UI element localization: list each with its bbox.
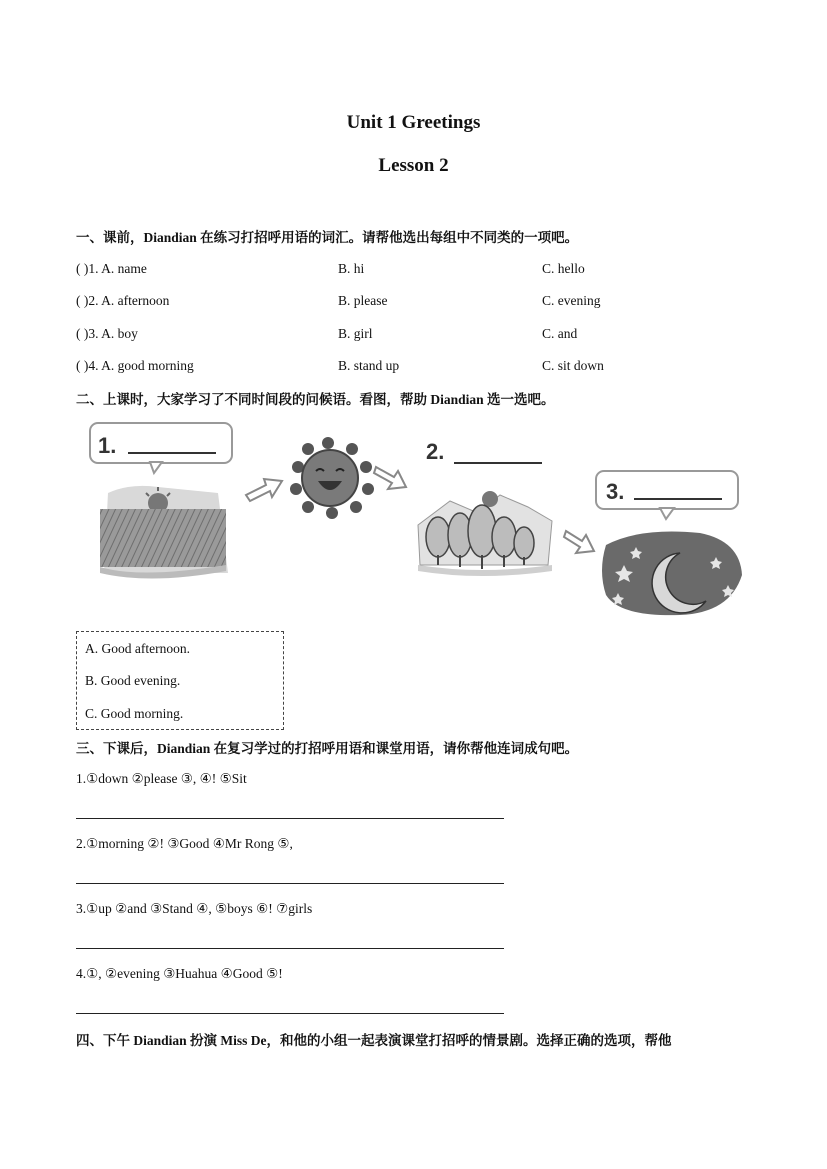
bubble-label-3: 3. bbox=[606, 479, 625, 504]
answer-line-2[interactable] bbox=[76, 883, 504, 884]
sun-icon bbox=[290, 437, 374, 519]
section-3-heading: 三、下课后，Diandian 在复习学过的打招呼用语和课堂用语，请你帮他连词成句吧。 bbox=[76, 741, 579, 756]
forest-scene bbox=[418, 491, 552, 576]
time-of-day-illustration bbox=[0, 415, 827, 625]
bubble-label-1: 1. bbox=[98, 433, 117, 458]
q1-option-b: B. hi bbox=[338, 261, 365, 276]
q4-option-b: B. stand up bbox=[338, 358, 400, 373]
options-box bbox=[76, 631, 284, 730]
lesson-title: Lesson 2 bbox=[378, 155, 449, 176]
q3-option-c: C. and bbox=[542, 326, 578, 341]
q4-option-c: C. sit down bbox=[542, 358, 604, 373]
arrow-icon bbox=[246, 479, 282, 501]
arrow-icon bbox=[564, 531, 594, 553]
q4-option-a: ( )4. A. good morning bbox=[76, 358, 194, 373]
speech-bubble-1 bbox=[90, 423, 232, 473]
night-scene bbox=[602, 532, 742, 616]
section-2-heading: 二、上课时，大家学习了不同时间段的问候语。看图，帮助 Diandian 选一选吧。 bbox=[76, 392, 555, 407]
sentence-item-4: 4.①, ②evening ③Huahua ④Good ⑤! bbox=[76, 966, 283, 981]
sentence-item-1: 1.①down ②please ③, ④! ⑤Sit bbox=[76, 771, 247, 786]
section-1-heading: 一、课前，Diandian 在练习打招呼用语的词汇。请帮他选出每组中不同类的一项吧。 bbox=[76, 230, 579, 245]
unit-title: Unit 1 Greetings bbox=[346, 112, 481, 133]
q1-option-a: ( )1. A. name bbox=[76, 261, 147, 276]
arrow-icon bbox=[374, 467, 406, 489]
option-c: C. Good morning. bbox=[85, 706, 184, 721]
q2-option-a: ( )2. A. afternoon bbox=[76, 293, 170, 308]
q2-option-c: C. evening bbox=[542, 293, 601, 308]
option-a: A. Good afternoon. bbox=[85, 641, 190, 656]
scene-label-2: 2. bbox=[426, 439, 445, 464]
answer-line-4[interactable] bbox=[76, 1013, 504, 1014]
label-2 bbox=[426, 439, 542, 464]
sunrise-scene bbox=[100, 486, 228, 579]
section-4-heading: 四、下午 Diandian 扮演 Miss De，和他的小组一起表演课堂打招呼的情景剧。选择正确的选项，帮他 bbox=[76, 1033, 672, 1048]
sentence-item-3: 3.①up ②and ③Stand ④, ⑤boys ⑥! ⑦girls bbox=[76, 901, 313, 916]
speech-bubble-3 bbox=[596, 471, 738, 519]
q3-option-a: ( )3. A. boy bbox=[76, 326, 138, 341]
q3-option-b: B. girl bbox=[338, 326, 373, 341]
answer-line-3[interactable] bbox=[76, 948, 504, 949]
option-b: B. Good evening. bbox=[85, 673, 181, 688]
answer-line-1[interactable] bbox=[76, 818, 504, 819]
q1-option-c: C. hello bbox=[542, 261, 585, 276]
sentence-item-2: 2.①morning ②! ③Good ④Mr Rong ⑤, bbox=[76, 836, 293, 851]
q2-option-b: B. please bbox=[338, 293, 388, 308]
